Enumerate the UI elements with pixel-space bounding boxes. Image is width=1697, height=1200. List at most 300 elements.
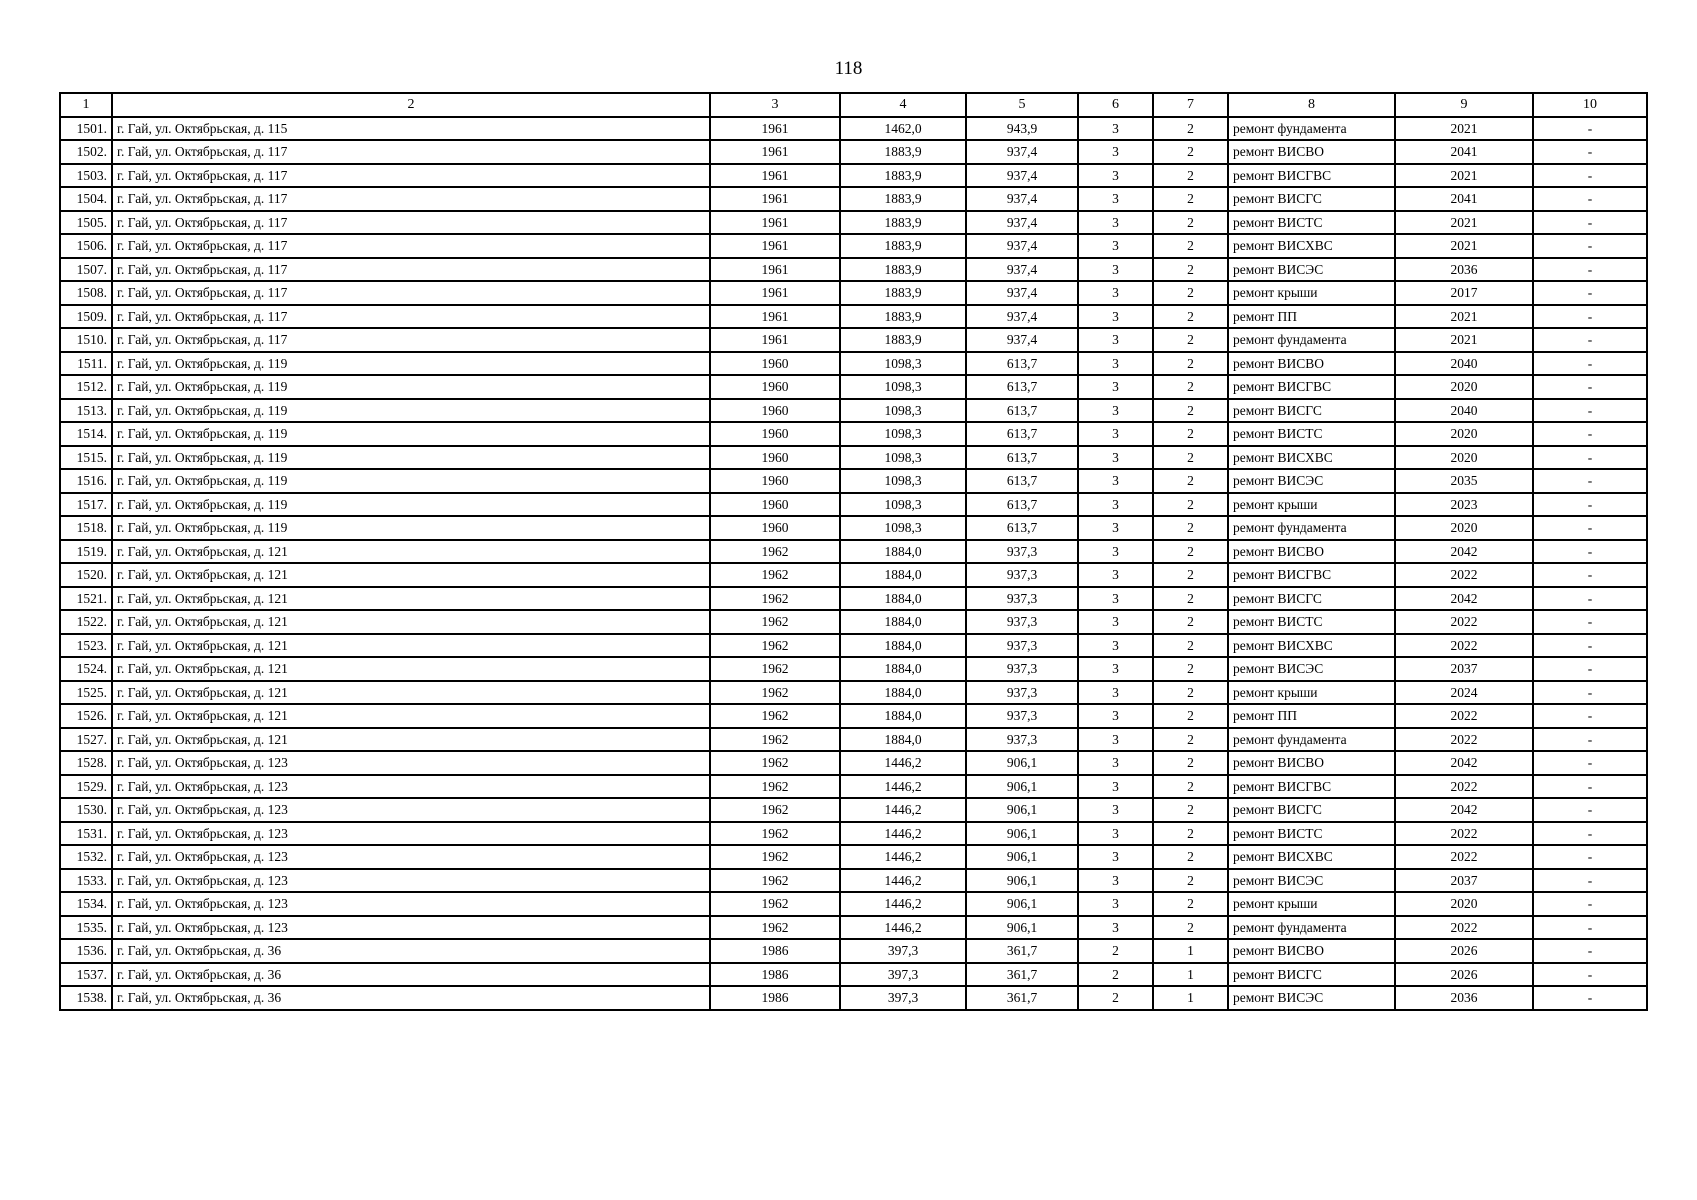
- cell-total-area: 1446,2: [840, 775, 966, 799]
- cell-entrances: 2: [1153, 751, 1228, 775]
- cell-entrances: 2: [1153, 892, 1228, 916]
- cell-living-area: 613,7: [966, 352, 1078, 376]
- cell-row-number: 1517.: [60, 493, 112, 517]
- cell-build-year: 1962: [710, 728, 840, 752]
- cell-note: -: [1533, 587, 1647, 611]
- table-row: [60, 399, 1647, 423]
- cell-repair-year: 2022: [1395, 728, 1533, 752]
- cell-address: г. Гай, ул. Октябрьская, д. 117: [112, 305, 710, 329]
- cell-address: г. Гай, ул. Октябрьская, д. 121: [112, 681, 710, 705]
- cell-floors: 3: [1078, 258, 1153, 282]
- cell-row-number: 1528.: [60, 751, 112, 775]
- cell-address: г. Гай, ул. Октябрьская, д. 119: [112, 516, 710, 540]
- cell-repair-year: 2042: [1395, 798, 1533, 822]
- cell-total-area: 1883,9: [840, 211, 966, 235]
- cell-repair-year: 2022: [1395, 610, 1533, 634]
- cell-build-year: 1960: [710, 422, 840, 446]
- cell-floors: 3: [1078, 446, 1153, 470]
- cell-floors: 3: [1078, 187, 1153, 211]
- cell-repair-year: 2020: [1395, 422, 1533, 446]
- cell-total-area: 1098,3: [840, 516, 966, 540]
- cell-row-number: 1523.: [60, 634, 112, 658]
- table-row: [60, 422, 1647, 446]
- cell-address: г. Гай, ул. Октябрьская, д. 123: [112, 822, 710, 846]
- table-row: [60, 728, 1647, 752]
- cell-entrances: 2: [1153, 305, 1228, 329]
- cell-repair-type: ремонт ВИСХВС: [1228, 446, 1395, 470]
- cell-total-area: 1884,0: [840, 681, 966, 705]
- cell-note: -: [1533, 704, 1647, 728]
- table-row: [60, 986, 1647, 1010]
- cell-repair-type: ремонт ПП: [1228, 704, 1395, 728]
- table-row: [60, 352, 1647, 376]
- cell-total-area: 1446,2: [840, 892, 966, 916]
- table-row: [60, 281, 1647, 305]
- table-row: [60, 916, 1647, 940]
- cell-row-number: 1506.: [60, 234, 112, 258]
- table-row: [60, 610, 1647, 634]
- cell-address: г. Гай, ул. Октябрьская, д. 119: [112, 399, 710, 423]
- cell-total-area: 1884,0: [840, 728, 966, 752]
- table-row: [60, 751, 1647, 775]
- column-header: 4: [840, 93, 966, 117]
- cell-total-area: 1883,9: [840, 140, 966, 164]
- cell-total-area: 1098,3: [840, 399, 966, 423]
- cell-row-number: 1511.: [60, 352, 112, 376]
- cell-repair-year: 2021: [1395, 328, 1533, 352]
- cell-living-area: 937,4: [966, 187, 1078, 211]
- cell-build-year: 1962: [710, 775, 840, 799]
- cell-build-year: 1960: [710, 399, 840, 423]
- cell-floors: 3: [1078, 869, 1153, 893]
- cell-repair-year: 2042: [1395, 751, 1533, 775]
- cell-note: -: [1533, 657, 1647, 681]
- cell-floors: 3: [1078, 211, 1153, 235]
- cell-repair-type: ремонт ВИСЭС: [1228, 657, 1395, 681]
- table-row: [60, 117, 1647, 141]
- cell-entrances: 2: [1153, 352, 1228, 376]
- cell-address: г. Гай, ул. Октябрьская, д. 117: [112, 328, 710, 352]
- cell-build-year: 1961: [710, 117, 840, 141]
- cell-repair-type: ремонт ВИСГВС: [1228, 375, 1395, 399]
- cell-build-year: 1986: [710, 939, 840, 963]
- cell-entrances: 2: [1153, 281, 1228, 305]
- table-row: [60, 375, 1647, 399]
- cell-total-area: 1883,9: [840, 234, 966, 258]
- cell-living-area: 937,4: [966, 328, 1078, 352]
- cell-row-number: 1502.: [60, 140, 112, 164]
- table-body: [60, 117, 1647, 1010]
- cell-repair-year: 2042: [1395, 587, 1533, 611]
- cell-repair-type: ремонт ВИСГС: [1228, 963, 1395, 987]
- cell-note: -: [1533, 164, 1647, 188]
- cell-address: г. Гай, ул. Октябрьская, д. 121: [112, 657, 710, 681]
- cell-living-area: 937,4: [966, 305, 1078, 329]
- cell-row-number: 1535.: [60, 916, 112, 940]
- cell-row-number: 1526.: [60, 704, 112, 728]
- cell-repair-year: 2022: [1395, 845, 1533, 869]
- header-row: [60, 93, 1647, 117]
- cell-repair-type: ремонт ВИСХВС: [1228, 234, 1395, 258]
- cell-floors: 2: [1078, 963, 1153, 987]
- cell-build-year: 1962: [710, 657, 840, 681]
- cell-row-number: 1532.: [60, 845, 112, 869]
- cell-repair-type: ремонт ВИСГВС: [1228, 164, 1395, 188]
- cell-repair-year: 2020: [1395, 375, 1533, 399]
- cell-living-area: 937,4: [966, 258, 1078, 282]
- cell-build-year: 1961: [710, 187, 840, 211]
- table-row: [60, 211, 1647, 235]
- cell-note: -: [1533, 493, 1647, 517]
- cell-floors: 3: [1078, 681, 1153, 705]
- cell-living-area: 906,1: [966, 775, 1078, 799]
- cell-floors: 3: [1078, 775, 1153, 799]
- cell-entrances: 2: [1153, 234, 1228, 258]
- repair-schedule-table: [59, 92, 1648, 1011]
- cell-address: г. Гай, ул. Октябрьская, д. 119: [112, 352, 710, 376]
- cell-note: -: [1533, 728, 1647, 752]
- cell-address: г. Гай, ул. Октябрьская, д. 121: [112, 540, 710, 564]
- cell-row-number: 1533.: [60, 869, 112, 893]
- cell-build-year: 1961: [710, 328, 840, 352]
- cell-floors: 3: [1078, 117, 1153, 141]
- cell-repair-type: ремонт ВИСЭС: [1228, 986, 1395, 1010]
- cell-floors: 3: [1078, 305, 1153, 329]
- cell-floors: 3: [1078, 164, 1153, 188]
- table-row: [60, 939, 1647, 963]
- cell-address: г. Гай, ул. Октябрьская, д. 121: [112, 610, 710, 634]
- table-row: [60, 892, 1647, 916]
- cell-repair-year: 2017: [1395, 281, 1533, 305]
- cell-build-year: 1960: [710, 469, 840, 493]
- cell-row-number: 1510.: [60, 328, 112, 352]
- table-row: [60, 822, 1647, 846]
- table-row: [60, 446, 1647, 470]
- cell-living-area: 937,3: [966, 728, 1078, 752]
- cell-total-area: 1446,2: [840, 916, 966, 940]
- cell-entrances: 2: [1153, 446, 1228, 470]
- cell-row-number: 1527.: [60, 728, 112, 752]
- cell-row-number: 1518.: [60, 516, 112, 540]
- cell-note: -: [1533, 798, 1647, 822]
- cell-repair-type: ремонт крыши: [1228, 892, 1395, 916]
- cell-living-area: 937,3: [966, 610, 1078, 634]
- cell-build-year: 1962: [710, 681, 840, 705]
- cell-entrances: 2: [1153, 610, 1228, 634]
- cell-repair-year: 2037: [1395, 657, 1533, 681]
- cell-living-area: 937,3: [966, 587, 1078, 611]
- cell-address: г. Гай, ул. Октябрьская, д. 121: [112, 587, 710, 611]
- cell-row-number: 1513.: [60, 399, 112, 423]
- column-header: 1: [60, 93, 112, 117]
- cell-total-area: 1884,0: [840, 563, 966, 587]
- cell-note: -: [1533, 422, 1647, 446]
- cell-living-area: 613,7: [966, 399, 1078, 423]
- cell-address: г. Гай, ул. Октябрьская, д. 117: [112, 234, 710, 258]
- cell-repair-year: 2021: [1395, 305, 1533, 329]
- cell-floors: 3: [1078, 422, 1153, 446]
- cell-row-number: 1537.: [60, 963, 112, 987]
- cell-row-number: 1522.: [60, 610, 112, 634]
- cell-note: -: [1533, 258, 1647, 282]
- column-header: 5: [966, 93, 1078, 117]
- cell-living-area: 937,3: [966, 563, 1078, 587]
- cell-build-year: 1962: [710, 798, 840, 822]
- cell-build-year: 1961: [710, 140, 840, 164]
- cell-note: -: [1533, 986, 1647, 1010]
- cell-repair-type: ремонт ВИСТС: [1228, 422, 1395, 446]
- cell-repair-type: ремонт ВИСВО: [1228, 939, 1395, 963]
- cell-row-number: 1514.: [60, 422, 112, 446]
- cell-repair-year: 2041: [1395, 140, 1533, 164]
- page-number: 118: [834, 58, 863, 79]
- table-row: [60, 563, 1647, 587]
- table-row: [60, 845, 1647, 869]
- cell-repair-year: 2022: [1395, 775, 1533, 799]
- cell-living-area: 943,9: [966, 117, 1078, 141]
- cell-repair-type: ремонт ВИСТС: [1228, 822, 1395, 846]
- cell-living-area: 613,7: [966, 375, 1078, 399]
- cell-address: г. Гай, ул. Октябрьская, д. 123: [112, 751, 710, 775]
- cell-build-year: 1962: [710, 892, 840, 916]
- cell-total-area: 1884,0: [840, 634, 966, 658]
- cell-address: г. Гай, ул. Октябрьская, д. 121: [112, 704, 710, 728]
- cell-row-number: 1531.: [60, 822, 112, 846]
- cell-total-area: 397,3: [840, 963, 966, 987]
- cell-total-area: 1098,3: [840, 422, 966, 446]
- cell-repair-year: 2041: [1395, 187, 1533, 211]
- cell-living-area: 937,3: [966, 704, 1078, 728]
- cell-entrances: 2: [1153, 916, 1228, 940]
- cell-note: -: [1533, 869, 1647, 893]
- cell-repair-year: 2026: [1395, 939, 1533, 963]
- cell-floors: 3: [1078, 657, 1153, 681]
- cell-address: г. Гай, ул. Октябрьская, д. 121: [112, 634, 710, 658]
- cell-row-number: 1534.: [60, 892, 112, 916]
- cell-build-year: 1962: [710, 610, 840, 634]
- cell-address: г. Гай, ул. Октябрьская, д. 119: [112, 469, 710, 493]
- cell-living-area: 906,1: [966, 869, 1078, 893]
- cell-row-number: 1515.: [60, 446, 112, 470]
- cell-repair-type: ремонт ВИСЭС: [1228, 258, 1395, 282]
- cell-build-year: 1961: [710, 305, 840, 329]
- cell-living-area: 613,7: [966, 516, 1078, 540]
- column-header: 9: [1395, 93, 1533, 117]
- cell-address: г. Гай, ул. Октябрьская, д. 117: [112, 187, 710, 211]
- cell-repair-type: ремонт ВИСГС: [1228, 587, 1395, 611]
- cell-build-year: 1986: [710, 986, 840, 1010]
- table-row: [60, 187, 1647, 211]
- column-header: 8: [1228, 93, 1395, 117]
- cell-repair-year: 2021: [1395, 234, 1533, 258]
- cell-repair-type: ремонт ВИСЭС: [1228, 469, 1395, 493]
- cell-floors: 3: [1078, 728, 1153, 752]
- cell-address: г. Гай, ул. Октябрьская, д. 117: [112, 258, 710, 282]
- cell-address: г. Гай, ул. Октябрьская, д. 36: [112, 963, 710, 987]
- cell-floors: 3: [1078, 563, 1153, 587]
- cell-row-number: 1512.: [60, 375, 112, 399]
- cell-note: -: [1533, 328, 1647, 352]
- cell-build-year: 1986: [710, 963, 840, 987]
- cell-entrances: 2: [1153, 211, 1228, 235]
- cell-total-area: 1883,9: [840, 164, 966, 188]
- cell-note: -: [1533, 822, 1647, 846]
- cell-repair-type: ремонт ПП: [1228, 305, 1395, 329]
- cell-build-year: 1962: [710, 845, 840, 869]
- cell-living-area: 937,3: [966, 540, 1078, 564]
- cell-note: -: [1533, 305, 1647, 329]
- cell-build-year: 1960: [710, 375, 840, 399]
- cell-row-number: 1529.: [60, 775, 112, 799]
- cell-repair-year: 2020: [1395, 892, 1533, 916]
- cell-address: г. Гай, ул. Октябрьская, д. 121: [112, 563, 710, 587]
- cell-total-area: 1446,2: [840, 751, 966, 775]
- cell-floors: 3: [1078, 892, 1153, 916]
- cell-repair-year: 2022: [1395, 634, 1533, 658]
- cell-repair-type: ремонт ВИСХВС: [1228, 845, 1395, 869]
- cell-address: г. Гай, ул. Октябрьская, д. 119: [112, 375, 710, 399]
- cell-repair-year: 2026: [1395, 963, 1533, 987]
- cell-living-area: 937,3: [966, 681, 1078, 705]
- cell-note: -: [1533, 916, 1647, 940]
- cell-floors: 3: [1078, 540, 1153, 564]
- table-row: [60, 469, 1647, 493]
- cell-total-area: 1883,9: [840, 281, 966, 305]
- cell-living-area: 906,1: [966, 892, 1078, 916]
- cell-floors: 3: [1078, 916, 1153, 940]
- cell-row-number: 1504.: [60, 187, 112, 211]
- cell-floors: 2: [1078, 939, 1153, 963]
- column-header: 7: [1153, 93, 1228, 117]
- cell-repair-type: ремонт крыши: [1228, 681, 1395, 705]
- cell-total-area: 1446,2: [840, 822, 966, 846]
- cell-entrances: 2: [1153, 845, 1228, 869]
- cell-floors: 3: [1078, 493, 1153, 517]
- column-header: 6: [1078, 93, 1153, 117]
- cell-note: -: [1533, 892, 1647, 916]
- cell-living-area: 906,1: [966, 845, 1078, 869]
- cell-total-area: 1098,3: [840, 469, 966, 493]
- cell-living-area: 613,7: [966, 469, 1078, 493]
- table-row: [60, 587, 1647, 611]
- column-header: 3: [710, 93, 840, 117]
- cell-repair-type: ремонт ВИСТС: [1228, 211, 1395, 235]
- cell-total-area: 1884,0: [840, 657, 966, 681]
- cell-living-area: 937,3: [966, 634, 1078, 658]
- cell-repair-type: ремонт фундамента: [1228, 328, 1395, 352]
- table-row: [60, 140, 1647, 164]
- cell-build-year: 1962: [710, 822, 840, 846]
- cell-address: г. Гай, ул. Октябрьская, д. 115: [112, 117, 710, 141]
- cell-living-area: 937,4: [966, 234, 1078, 258]
- cell-row-number: 1507.: [60, 258, 112, 282]
- cell-living-area: 361,7: [966, 939, 1078, 963]
- cell-note: -: [1533, 234, 1647, 258]
- cell-note: -: [1533, 634, 1647, 658]
- cell-address: г. Гай, ул. Октябрьская, д. 123: [112, 845, 710, 869]
- cell-row-number: 1505.: [60, 211, 112, 235]
- cell-row-number: 1501.: [60, 117, 112, 141]
- cell-build-year: 1960: [710, 516, 840, 540]
- cell-row-number: 1509.: [60, 305, 112, 329]
- cell-address: г. Гай, ул. Октябрьская, д. 119: [112, 493, 710, 517]
- cell-entrances: 2: [1153, 540, 1228, 564]
- cell-address: г. Гай, ул. Октябрьская, д. 117: [112, 281, 710, 305]
- cell-entrances: 2: [1153, 399, 1228, 423]
- cell-living-area: 937,4: [966, 211, 1078, 235]
- cell-repair-year: 2021: [1395, 211, 1533, 235]
- cell-note: -: [1533, 211, 1647, 235]
- column-header: 2: [112, 93, 710, 117]
- cell-note: -: [1533, 399, 1647, 423]
- table-row: [60, 164, 1647, 188]
- cell-build-year: 1962: [710, 751, 840, 775]
- cell-repair-year: 2023: [1395, 493, 1533, 517]
- cell-note: -: [1533, 469, 1647, 493]
- cell-note: -: [1533, 775, 1647, 799]
- cell-note: -: [1533, 610, 1647, 634]
- cell-build-year: 1961: [710, 234, 840, 258]
- cell-row-number: 1508.: [60, 281, 112, 305]
- cell-repair-type: ремонт ВИСГВС: [1228, 563, 1395, 587]
- table-row: [60, 704, 1647, 728]
- cell-note: -: [1533, 516, 1647, 540]
- cell-row-number: 1536.: [60, 939, 112, 963]
- cell-repair-year: 2024: [1395, 681, 1533, 705]
- cell-repair-type: ремонт ВИСГС: [1228, 399, 1395, 423]
- cell-repair-type: ремонт ВИСЭС: [1228, 869, 1395, 893]
- cell-repair-year: 2037: [1395, 869, 1533, 893]
- cell-floors: 3: [1078, 845, 1153, 869]
- cell-entrances: 1: [1153, 963, 1228, 987]
- cell-repair-type: ремонт ВИСХВС: [1228, 634, 1395, 658]
- cell-address: г. Гай, ул. Октябрьская, д. 117: [112, 140, 710, 164]
- cell-build-year: 1961: [710, 258, 840, 282]
- cell-repair-year: 2036: [1395, 258, 1533, 282]
- cell-floors: 3: [1078, 469, 1153, 493]
- cell-repair-type: ремонт фундамента: [1228, 728, 1395, 752]
- cell-entrances: 2: [1153, 164, 1228, 188]
- cell-total-area: 1446,2: [840, 798, 966, 822]
- cell-repair-year: 2022: [1395, 822, 1533, 846]
- cell-address: г. Гай, ул. Октябрьская, д. 123: [112, 798, 710, 822]
- cell-build-year: 1962: [710, 916, 840, 940]
- table-row: [60, 234, 1647, 258]
- cell-build-year: 1962: [710, 563, 840, 587]
- cell-floors: 3: [1078, 234, 1153, 258]
- cell-repair-year: 2021: [1395, 117, 1533, 141]
- cell-entrances: 2: [1153, 798, 1228, 822]
- cell-entrances: 2: [1153, 469, 1228, 493]
- table-row: [60, 681, 1647, 705]
- cell-repair-type: ремонт крыши: [1228, 281, 1395, 305]
- cell-living-area: 613,7: [966, 493, 1078, 517]
- cell-build-year: 1960: [710, 446, 840, 470]
- cell-note: -: [1533, 281, 1647, 305]
- cell-repair-type: ремонт крыши: [1228, 493, 1395, 517]
- cell-total-area: 1462,0: [840, 117, 966, 141]
- cell-note: -: [1533, 540, 1647, 564]
- cell-note: -: [1533, 845, 1647, 869]
- cell-entrances: 2: [1153, 187, 1228, 211]
- cell-repair-year: 2040: [1395, 399, 1533, 423]
- cell-entrances: 2: [1153, 681, 1228, 705]
- cell-total-area: 1883,9: [840, 328, 966, 352]
- cell-entrances: 2: [1153, 775, 1228, 799]
- cell-note: -: [1533, 446, 1647, 470]
- cell-build-year: 1960: [710, 493, 840, 517]
- cell-build-year: 1962: [710, 704, 840, 728]
